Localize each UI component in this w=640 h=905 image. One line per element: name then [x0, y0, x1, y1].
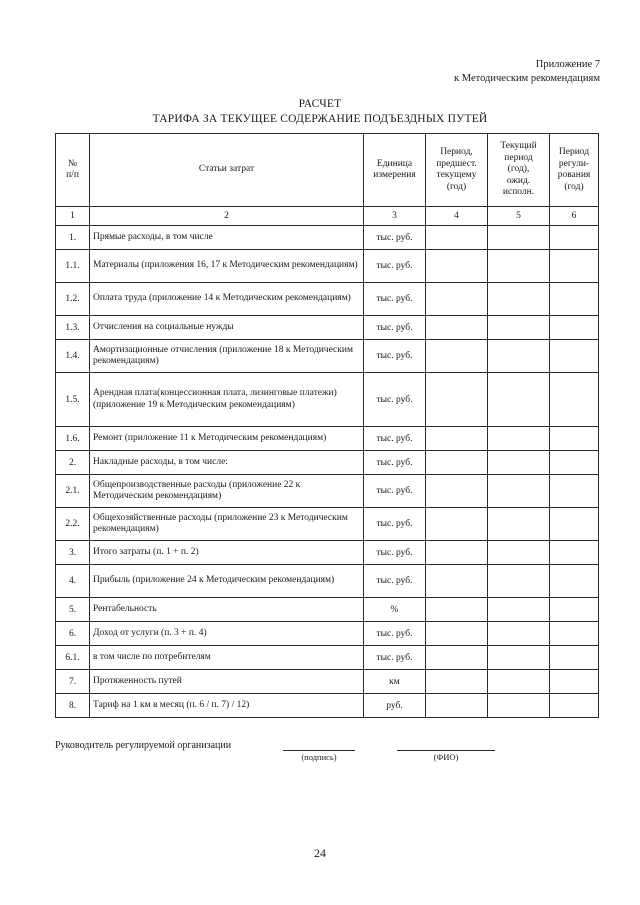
row-cost-item: Тариф на 1 км в месяц (п. 6 / п. 7) / 12) [90, 694, 364, 718]
row-number: 6. [56, 622, 90, 646]
row-cost-item: Прибыль (приложение 24 к Методическим рекомендациям) [90, 565, 364, 598]
row-value-previous [426, 451, 488, 475]
row-value-regulation [550, 226, 599, 250]
row-cost-item: Доход от услуги (п. 3 + п. 4) [90, 622, 364, 646]
column-number: 3 [364, 207, 426, 226]
row-value-previous [426, 340, 488, 373]
row-value-regulation [550, 622, 599, 646]
header-line: (год) [446, 181, 467, 192]
row-number: 1.3. [56, 316, 90, 340]
row-number: 2. [56, 451, 90, 475]
row-number: 1. [56, 226, 90, 250]
row-value-regulation [550, 475, 599, 508]
header-line: Текущий [500, 141, 537, 152]
row-unit: тыс. руб. [364, 565, 426, 598]
row-value-current [488, 316, 550, 340]
table-row [56, 508, 599, 541]
row-value-previous [426, 598, 488, 622]
annex-line-1: Приложение 7 [535, 59, 600, 70]
column-number: 4 [426, 207, 488, 226]
table-row [56, 316, 599, 340]
row-value-regulation [550, 565, 599, 598]
row-number: 1.4. [56, 340, 90, 373]
row-number: 4. [56, 565, 90, 598]
table-row [56, 622, 599, 646]
row-number: 6.1. [56, 646, 90, 670]
row-unit: тыс. руб. [364, 646, 426, 670]
signature-label: Руководитель регулируемой организации [55, 740, 232, 751]
row-value-previous [426, 373, 488, 427]
title-line-1: РАСЧЕТ [298, 98, 342, 110]
row-number: 1.1. [56, 250, 90, 283]
header-line: исполн. [502, 187, 535, 198]
table-row [56, 373, 599, 427]
row-value-regulation [550, 670, 599, 694]
header-line: № [67, 158, 78, 169]
row-value-regulation [550, 250, 599, 283]
row-value-regulation [550, 646, 599, 670]
row-value-previous [426, 316, 488, 340]
row-cost-item: Амортизационные отчисления (приложение 18 к Методическим рекомендациям) [90, 340, 364, 373]
row-number: 5. [56, 598, 90, 622]
row-cost-item: Накладные расходы, в том числе: [90, 451, 364, 475]
table-row [56, 340, 599, 373]
header-line: текущему [436, 170, 477, 180]
row-value-current [488, 373, 550, 427]
row-value-regulation [550, 340, 599, 373]
table-row [56, 694, 599, 718]
header-line: ожид. [506, 175, 531, 186]
header-regulation-period [550, 134, 599, 207]
row-value-previous [426, 508, 488, 541]
row-unit: % [364, 598, 426, 622]
header-line: Единица [376, 158, 413, 169]
name-caption: (ФИО) [433, 752, 459, 762]
document-title [0, 97, 640, 127]
header-cost-item [90, 134, 364, 207]
row-unit: тыс. руб. [364, 541, 426, 565]
row-unit: тыс. руб. [364, 427, 426, 451]
table-row [56, 598, 599, 622]
row-cost-item: Рентабельность [90, 598, 364, 622]
table-row [56, 283, 599, 316]
cost-table [55, 133, 599, 718]
row-value-previous [426, 283, 488, 316]
header-current-period [488, 134, 550, 207]
row-cost-item: Итого затраты (п. 1 + п. 2) [90, 541, 364, 565]
row-value-regulation [550, 427, 599, 451]
row-number: 8. [56, 694, 90, 718]
row-value-current [488, 646, 550, 670]
row-value-regulation [550, 694, 599, 718]
table-row [56, 451, 599, 475]
row-number: 2.1. [56, 475, 90, 508]
row-number: 1.2. [56, 283, 90, 316]
annex-line-2: к Методическим рекомендациям [454, 73, 600, 84]
row-value-current [488, 622, 550, 646]
row-unit: тыс. руб. [364, 226, 426, 250]
header-line: регули- [558, 158, 590, 169]
row-value-current [488, 427, 550, 451]
row-cost-item: Оплата труда (приложение 14 к Методическим рекомендациям) [90, 283, 364, 316]
row-value-current [488, 250, 550, 283]
header-line: предшест. [436, 158, 477, 169]
row-cost-item: Общехозяйственные расходы (приложение 23 к Методическим рекомендациям) [90, 508, 364, 541]
table-row [56, 250, 599, 283]
table-row [56, 670, 599, 694]
header-line: Период, [440, 147, 473, 157]
row-value-regulation [550, 316, 599, 340]
header-line: рования [557, 170, 591, 180]
annex-reference [454, 58, 600, 86]
row-value-previous [426, 646, 488, 670]
row-unit: тыс. руб. [364, 508, 426, 541]
row-cost-item: Арендная плата(концессионная плата, лизинговые платежи) (приложение 19 к Методическим рекомендациям) [90, 373, 364, 427]
row-value-previous [426, 250, 488, 283]
page-number: 24 [314, 846, 326, 860]
row-unit: тыс. руб. [364, 475, 426, 508]
row-number: 7. [56, 670, 90, 694]
column-number: 5 [488, 207, 550, 226]
table-row [56, 226, 599, 250]
header-line: (год) [564, 181, 584, 192]
header-line: Период [558, 147, 590, 157]
header-line: период [504, 152, 533, 163]
row-unit: тыс. руб. [364, 316, 426, 340]
row-unit: тыс. руб. [364, 250, 426, 283]
header-line: (год), [507, 164, 530, 175]
signature-caption: (подпись) [301, 752, 337, 762]
row-value-current [488, 694, 550, 718]
row-value-current [488, 451, 550, 475]
row-unit: км [364, 670, 426, 694]
row-cost-item: Прямые расходы, в том числе [90, 226, 364, 250]
row-cost-item: в том числе по потребителям [90, 646, 364, 670]
row-number: 1.6. [56, 427, 90, 451]
table-header-row [56, 134, 599, 207]
header-previous-period [426, 134, 488, 207]
row-cost-item: Отчисления на социальные нужды [90, 316, 364, 340]
table-row [56, 646, 599, 670]
row-cost-item: Общепроизводственные расходы (приложение 22 к Методическим рекомендациям) [90, 475, 364, 508]
header-line: п/п [66, 170, 79, 180]
row-cost-item: Протяженность путей [90, 670, 364, 694]
table-row [56, 565, 599, 598]
row-value-previous [426, 622, 488, 646]
row-unit: руб. [364, 694, 426, 718]
row-unit: тыс. руб. [364, 340, 426, 373]
row-value-regulation [550, 598, 599, 622]
row-value-regulation [550, 451, 599, 475]
row-value-current [488, 541, 550, 565]
row-value-previous [426, 226, 488, 250]
row-value-current [488, 565, 550, 598]
row-value-current [488, 340, 550, 373]
row-value-previous [426, 565, 488, 598]
row-number: 1.5. [56, 373, 90, 427]
row-value-previous [426, 475, 488, 508]
name-line [397, 750, 495, 751]
row-value-previous [426, 427, 488, 451]
row-unit: тыс. руб. [364, 622, 426, 646]
row-number: 3. [56, 541, 90, 565]
row-value-regulation [550, 283, 599, 316]
column-number-row [56, 207, 599, 226]
row-value-previous [426, 694, 488, 718]
column-number: 1 [56, 207, 90, 226]
row-value-current [488, 226, 550, 250]
row-value-previous [426, 670, 488, 694]
header-unit [364, 134, 426, 207]
table-row [56, 541, 599, 565]
row-unit: тыс. руб. [364, 451, 426, 475]
row-value-current [488, 598, 550, 622]
table-row [56, 475, 599, 508]
row-value-previous [426, 541, 488, 565]
header-line: Статьи затрат [198, 164, 255, 175]
row-value-current [488, 670, 550, 694]
row-value-current [488, 508, 550, 541]
row-cost-item: Материалы (приложения 16, 17 к Методическим рекомендациям) [90, 250, 364, 283]
column-number: 6 [550, 207, 599, 226]
header-line: измерения [373, 170, 416, 180]
row-value-regulation [550, 541, 599, 565]
row-cost-item: Ремонт (приложение 11 к Методическим рекомендациям) [90, 427, 364, 451]
title-line-2: ТАРИФА ЗА ТЕКУЩЕЕ СОДЕРЖАНИЕ ПОДЪЕЗДНЫХ ПУТЕЙ [152, 113, 488, 125]
signature-block [55, 740, 598, 770]
row-unit: тыс. руб. [364, 283, 426, 316]
table-row [56, 427, 599, 451]
column-number: 2 [90, 207, 364, 226]
row-unit: тыс. руб. [364, 373, 426, 427]
row-value-current [488, 475, 550, 508]
row-number: 2.2. [56, 508, 90, 541]
signature-line [283, 750, 355, 751]
header-number [56, 134, 90, 207]
row-value-current [488, 283, 550, 316]
row-value-regulation [550, 508, 599, 541]
row-value-regulation [550, 373, 599, 427]
